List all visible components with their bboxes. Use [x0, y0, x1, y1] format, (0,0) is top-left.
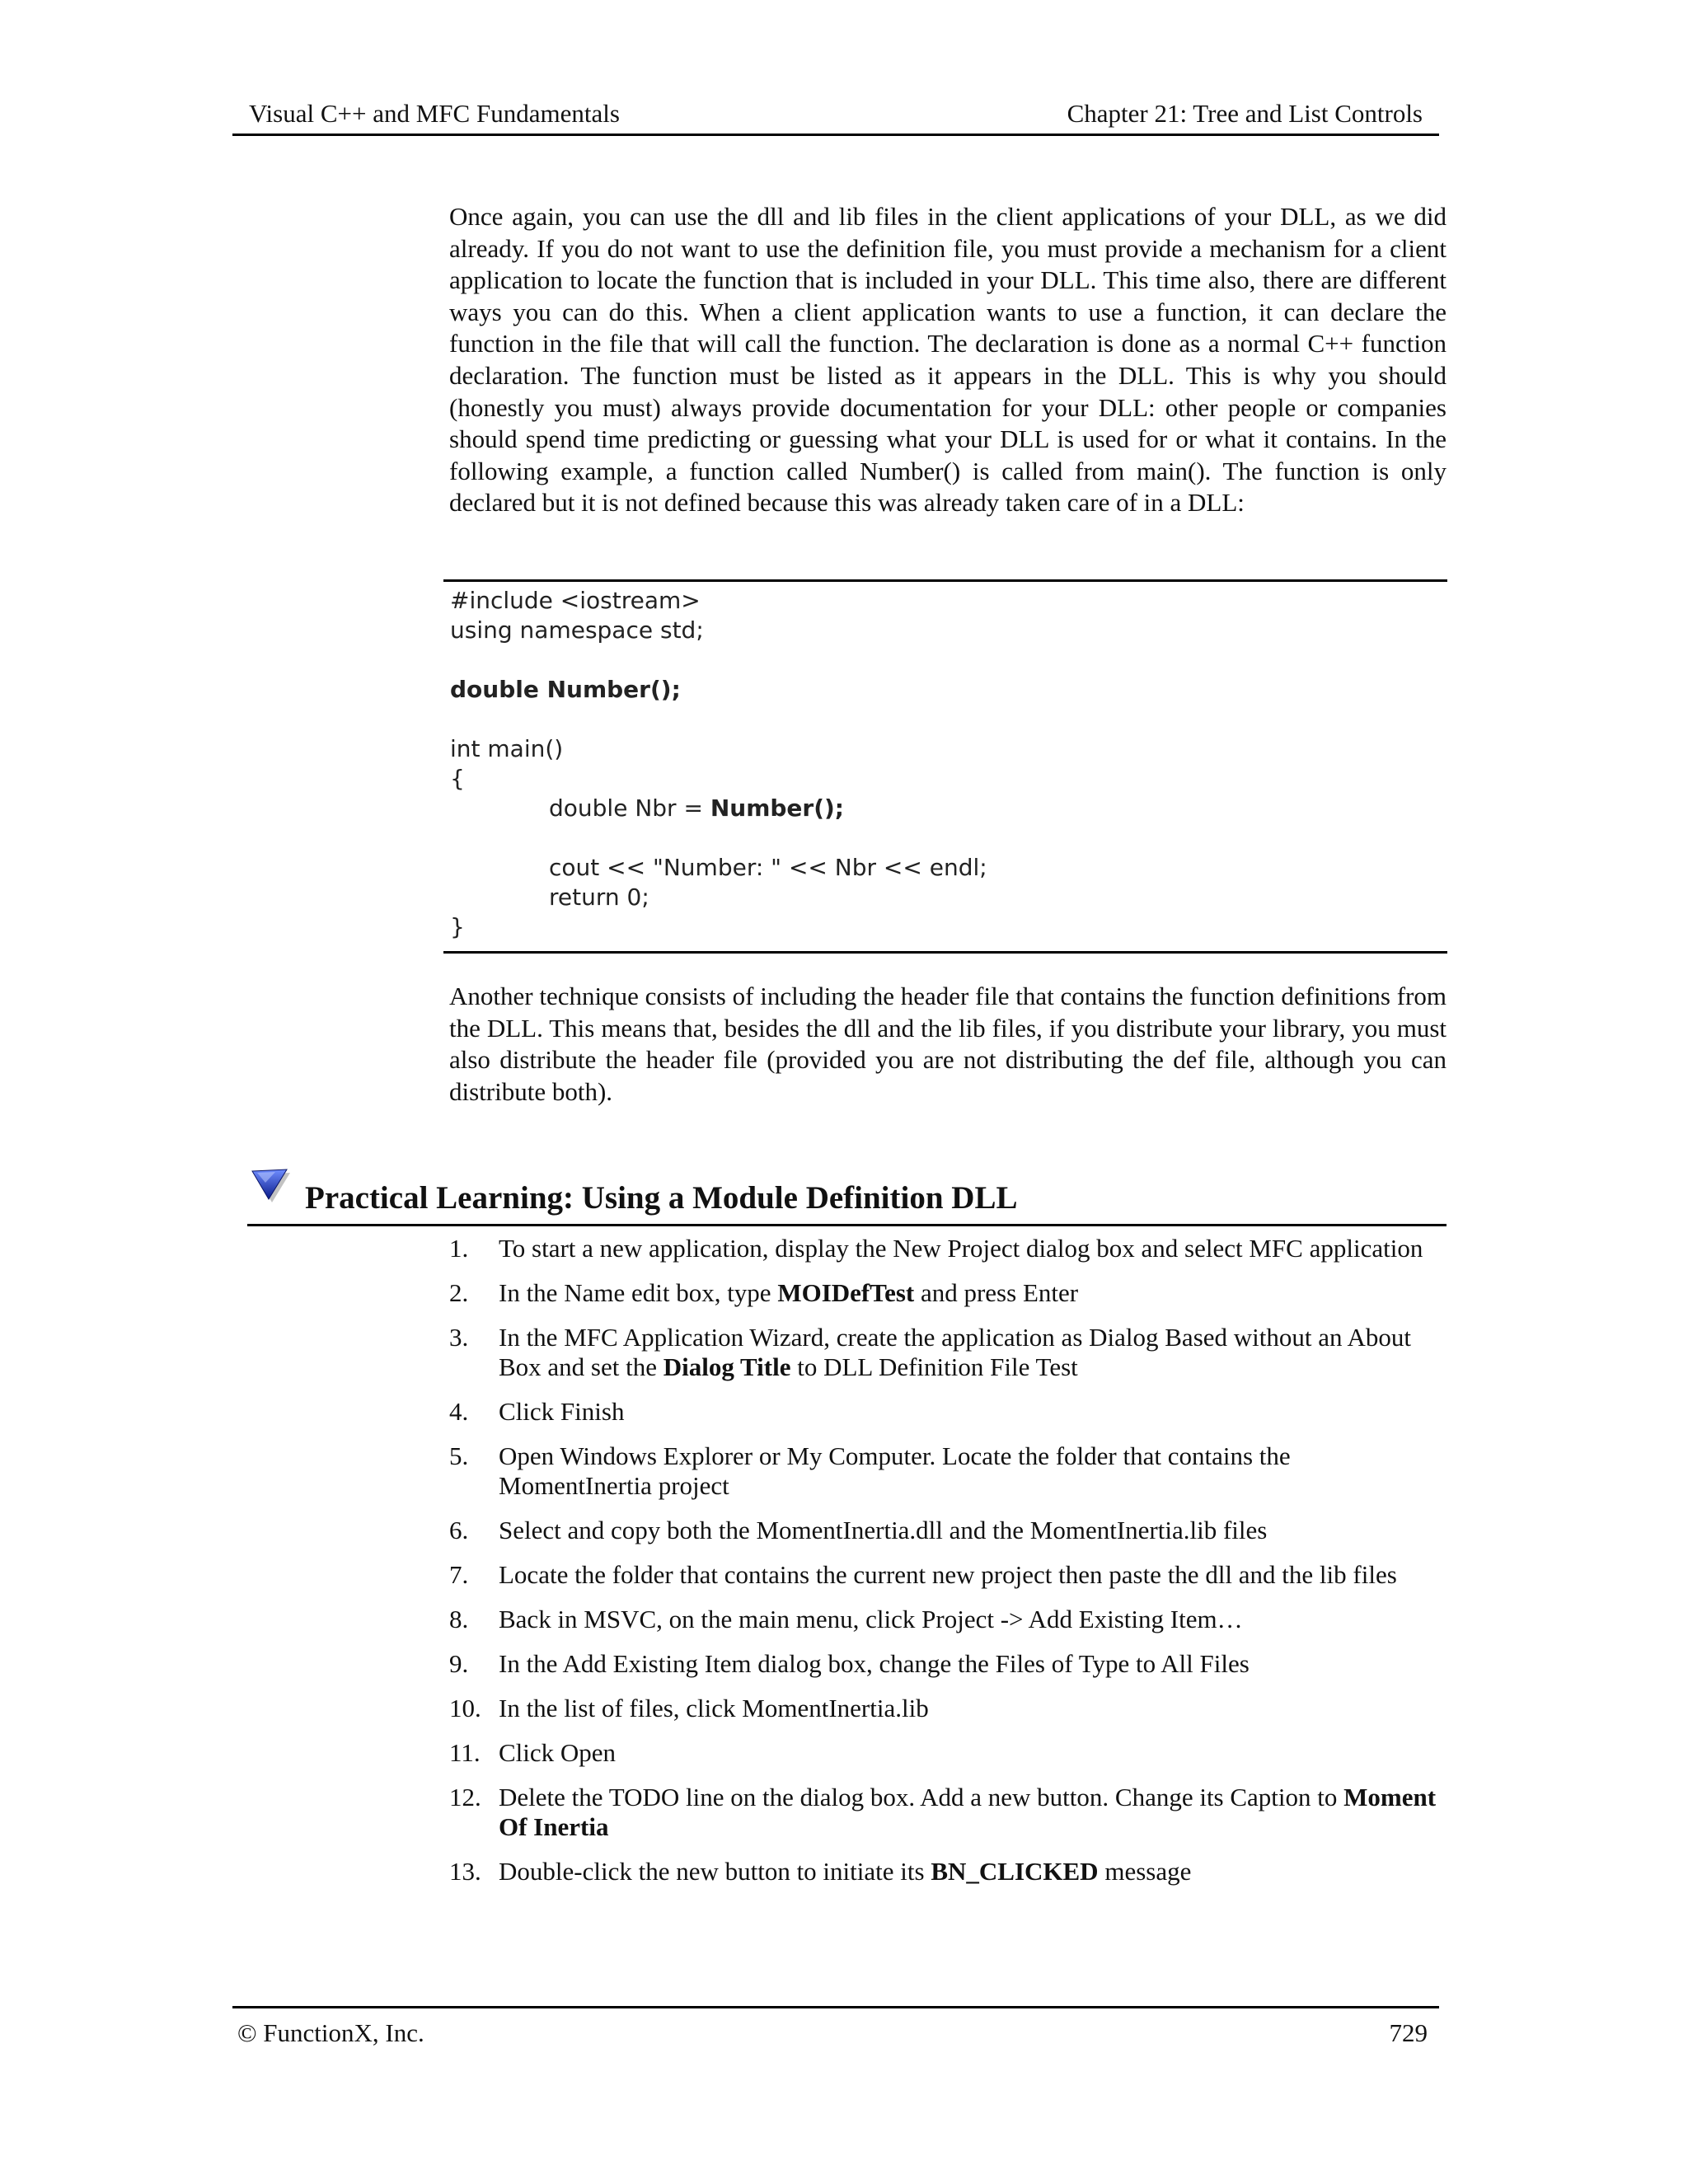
- code-line: {: [450, 765, 465, 792]
- step-text: In the Add Existing Item dialog box, change the Files of Type to All Files: [499, 1649, 1250, 1678]
- code-line: cout << "Number: " << Nbr << endl;: [549, 854, 987, 881]
- step-number: 8.: [449, 1605, 469, 1633]
- step-number: 4.: [449, 1397, 469, 1426]
- intro-paragraph: Once again, you can use the dll and lib files in the client applications of your DLL, as we did already. If you do not want to use the definition file, you must provide a mechanism for a client application to locate the function that is included in your DLL. This time also, there are different ways you can do this. When a client application wants to use a function, it can declare the function in the file that will call the function. The declaration is done as a normal C++ function declaration. The function must be listed as it appears in the DLL. This is why you should (honestly you must) always provide documentation for your DLL: other people or companies should spend time predicting or guessing what your DLL is used for or what it contains. In the following example, a function called Number() is called from main(). The function is only declared but it is not defined because this was already taken care of in a DLL:: [449, 202, 1447, 518]
- book-title: Visual C++ and MFC Fundamentals: [249, 99, 620, 128]
- step-text: To start a new application, display the New Project dialog box and select MFC application: [499, 1234, 1423, 1263]
- step-text: In the Name edit box, type: [499, 1278, 778, 1307]
- step-number: 12.: [449, 1783, 481, 1811]
- code-line: int main(): [450, 735, 564, 762]
- list-item: [449, 1323, 1447, 1382]
- blue-triangle-icon: [251, 1168, 293, 1207]
- step-text: to DLL Definition File Test: [790, 1352, 1078, 1381]
- list-item: [449, 1694, 1447, 1723]
- list-item: [449, 1649, 1447, 1679]
- step-bold: Moment Of Inertia: [499, 1783, 1437, 1841]
- list-item: [449, 1783, 1447, 1842]
- step-number: 2.: [449, 1278, 469, 1307]
- list-item: [449, 1397, 1447, 1427]
- page-footer: [232, 2006, 1439, 2050]
- step-number: 6.: [449, 1516, 469, 1544]
- page-header: [232, 97, 1439, 136]
- step-number: 1.: [449, 1234, 469, 1263]
- list-item: [449, 1278, 1447, 1308]
- step-bold: MOIDefTest: [777, 1278, 915, 1307]
- page-number: 729: [1389, 2018, 1428, 2047]
- step-text: Select and copy both the MomentInertia.dll and the MomentInertia.lib files: [499, 1516, 1268, 1544]
- step-text: Delete the TODO line on the dialog box. Add a new button. Change its Caption to: [499, 1783, 1344, 1811]
- step-number: 13.: [449, 1857, 481, 1886]
- step-text: and press Enter: [914, 1278, 1079, 1307]
- list-item: [449, 1857, 1447, 1886]
- step-number: 9.: [449, 1649, 469, 1678]
- list-item: [449, 1441, 1447, 1501]
- list-item: [449, 1560, 1447, 1590]
- code-line: [549, 794, 844, 822]
- section-heading: [247, 1166, 1447, 1226]
- list-item: [449, 1738, 1447, 1768]
- step-text: Click Open: [499, 1738, 617, 1767]
- list-item: [449, 1234, 1447, 1263]
- steps-list: [449, 1234, 1447, 1901]
- code-line: double Number();: [450, 676, 681, 703]
- list-item: [449, 1516, 1447, 1545]
- step-text: message: [1098, 1857, 1192, 1886]
- code-text: double Nbr =: [549, 794, 710, 822]
- step-number: 7.: [449, 1560, 469, 1589]
- code-line: return 0;: [549, 883, 649, 911]
- chapter-title: Chapter 21: Tree and List Controls: [1067, 99, 1423, 128]
- section-title: Practical Learning: Using a Module Definition DLL: [305, 1180, 1018, 1216]
- step-text: In the list of files, click MomentInertia.lib: [499, 1694, 929, 1722]
- step-text: Click Finish: [499, 1397, 625, 1426]
- technique-paragraph: Another technique consists of including the header file that contains the function definitions from the DLL. This means that, besides the dll and the lib files, if you distribute your library, you must also distribute the header file (provided you are not distributing the def file, although you can distribute both).: [449, 982, 1447, 1106]
- list-item: [449, 1605, 1447, 1634]
- code-text-bold: Number();: [710, 794, 845, 822]
- step-text: Locate the folder that contains the current new project then paste the dll and the lib files: [499, 1560, 1397, 1589]
- step-number: 10.: [449, 1694, 481, 1722]
- code-line: using namespace std;: [450, 616, 704, 644]
- step-bold: Dialog Title: [663, 1352, 791, 1381]
- step-text: In the MFC Application Wizard, create the application as Dialog Based without an About Box and set the: [499, 1323, 1412, 1381]
- step-number: 5.: [449, 1441, 469, 1470]
- copyright: © FunctionX, Inc.: [237, 2018, 424, 2047]
- step-text: Back in MSVC, on the main menu, click Project -> Add Existing Item…: [499, 1605, 1243, 1633]
- step-text: Open Windows Explorer or My Computer. Locate the folder that contains the MomentInertia project: [499, 1441, 1291, 1500]
- step-number: 11.: [449, 1738, 481, 1767]
- code-line: }: [450, 913, 465, 940]
- code-line: #include <iostream>: [450, 587, 701, 614]
- code-block: [443, 579, 1447, 954]
- step-text: Double-click the new button to initiate its: [499, 1857, 931, 1886]
- step-number: 3.: [449, 1323, 469, 1352]
- step-bold: BN_CLICKED: [931, 1857, 1099, 1886]
